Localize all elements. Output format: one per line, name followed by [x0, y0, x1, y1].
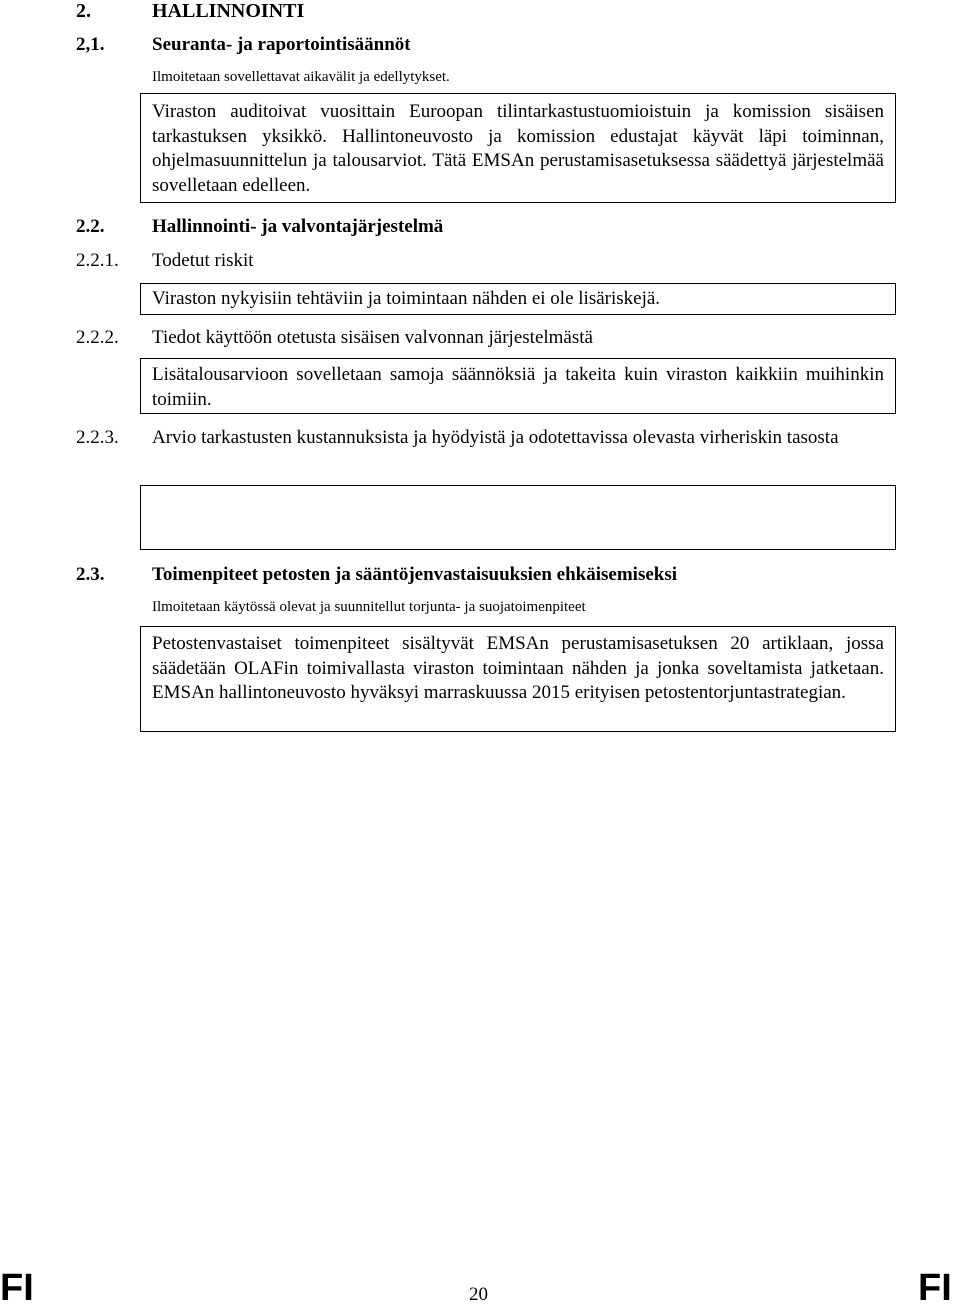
s22-title: Hallinnointi- ja valvontajärjestelmä	[152, 216, 444, 237]
s23-instruction: Ilmoitetaan käytössä olevat ja suunnitellut torjunta- ja suojatoimenpiteet	[152, 599, 586, 615]
s21-instruction: Ilmoitetaan sovellettavat aikavälit ja edellytykset.	[152, 69, 450, 85]
page-number: 20	[469, 1284, 488, 1305]
s222-box	[140, 358, 896, 414]
s221-text: Viraston nykyisiin tehtäviin ja toimintaan nähden ei ole lisäriskejä.	[152, 288, 661, 309]
s23-box	[140, 626, 896, 732]
s221-box	[140, 283, 896, 315]
footer-language-mark-left: FI	[0, 1267, 34, 1309]
s21-title: Seuranta- ja raportointisäännöt	[152, 34, 411, 55]
s21-text: Viraston auditoivat vuosittain Euroopan tilintarkastustuomioistuin ja komission sisäisen tarkastuksen yksikkö. Hallintoneuvosto ja komission edustajat käyvät läpi toiminnan, ohjelmasuunnittelun ja talousarviot. Tätä EMSAn perustamisasetuksessa säädettyä järjestelmää sovelletaan edelleen.	[152, 101, 884, 196]
s221-title: Todetut riskit	[152, 250, 254, 271]
s21-box	[140, 93, 896, 203]
s23-title: Toimenpiteet petosten ja sääntöjenvastaisuuksien ehkäisemiseksi	[152, 564, 678, 585]
s222-title: Tiedot käyttöön otetusta sisäisen valvonnan järjestelmästä	[152, 327, 593, 348]
s223-box	[140, 485, 896, 550]
s23-number: 2.3.	[76, 564, 105, 585]
s222-number: 2.2.2.	[76, 327, 119, 348]
s222-text: Lisätalousarvioon sovelletaan samoja säännöksiä ja takeita kuin viraston kaikkiin muihinkin toimiin.	[152, 364, 884, 410]
s223-number: 2.2.3.	[76, 427, 119, 448]
section-number: 2.	[76, 0, 91, 22]
s23-text: Petostenvastaiset toimenpiteet sisältyvät EMSAn perustamisasetuksen 20 artiklaan, jossa säädetään OLAFin toimivallasta viraston toimintaan nähden ja jonka soveltamista jatketaan. EMSAn hallintoneuvosto hyväksyi marraskuussa 2015 erityisen petostentorjuntastrategian.	[152, 633, 884, 703]
s21-number: 2,1.	[76, 34, 105, 55]
s221-number: 2.2.1.	[76, 250, 119, 271]
s223-title: Arvio tarkastusten kustannuksista ja hyödyistä ja odotettavissa olevasta virheriskin tasosta	[152, 427, 839, 448]
footer-language-mark-right: FI	[918, 1267, 952, 1309]
section-title: HALLINNOINTI	[152, 0, 305, 22]
s22-number: 2.2.	[76, 216, 105, 237]
